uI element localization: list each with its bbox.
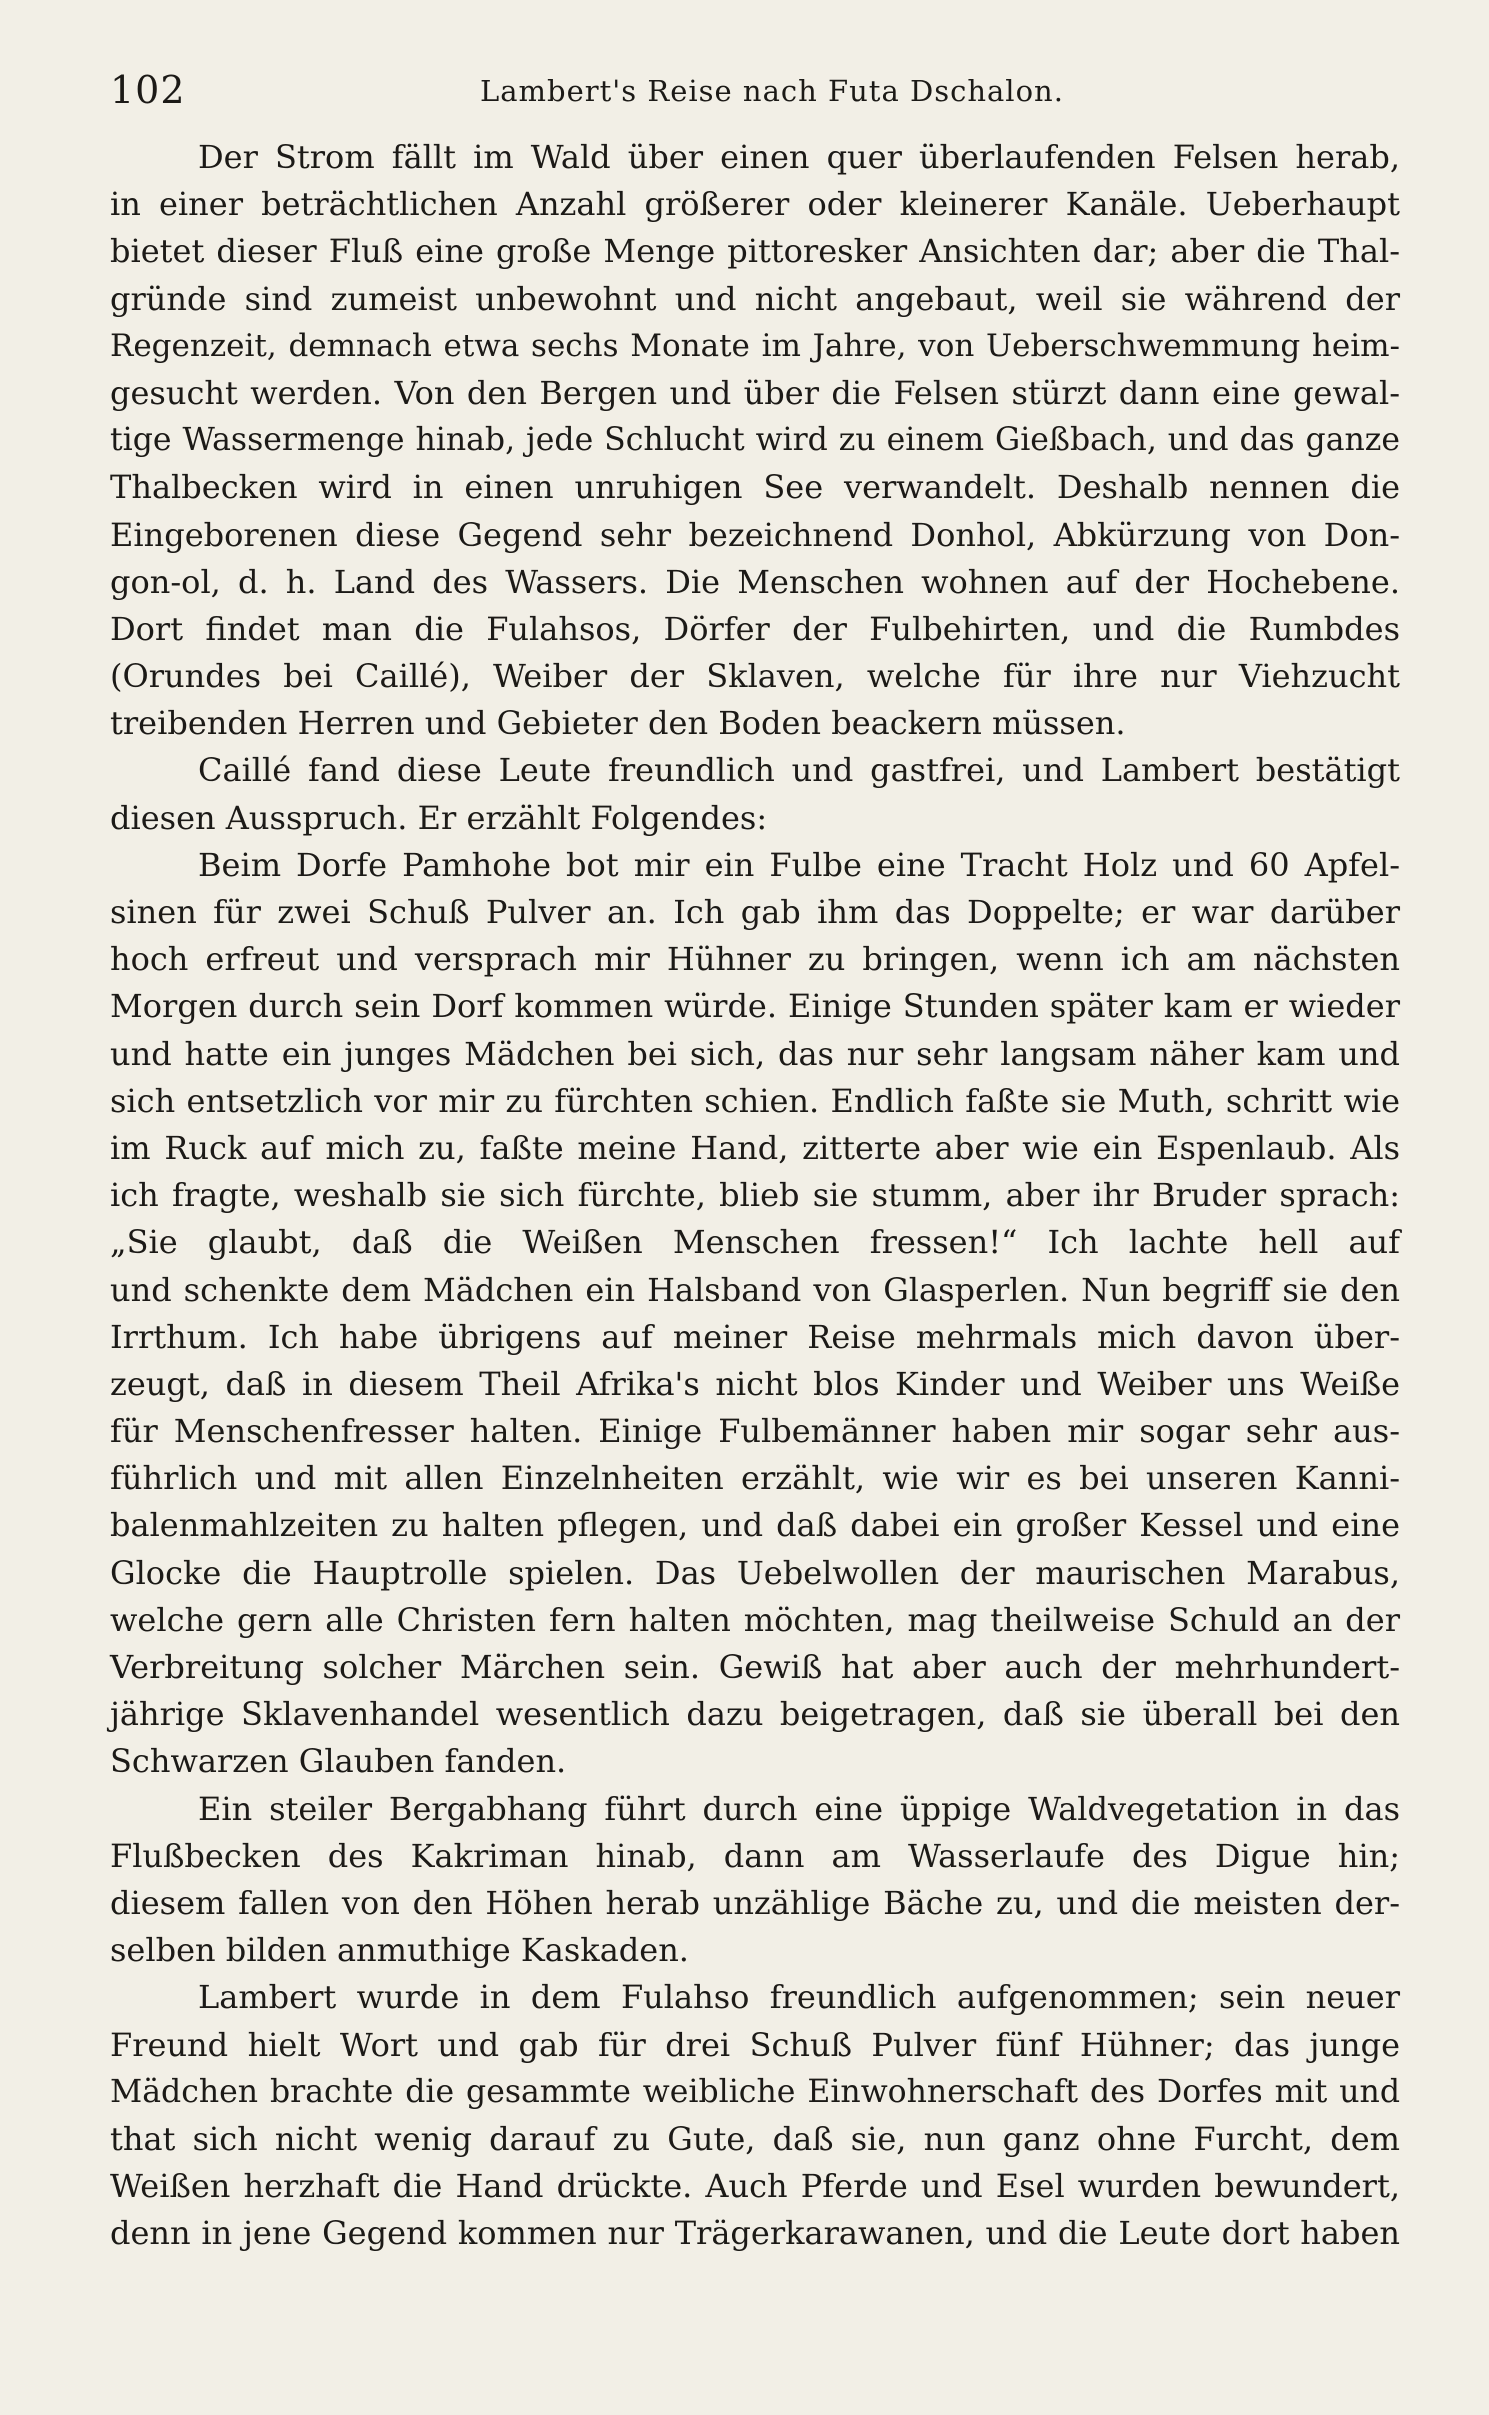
text-line: und hatte ein junges Mädchen bei sich, das nur sehr langsam näher kam und (110, 1034, 1400, 1073)
text-line: Thalbecken wird in einen unruhigen See verwandelt. Deshalb nennen die (110, 468, 1400, 507)
text-line: jährige Sklavenhandel wesentlich dazu beigetragen, daß sie überall bei den (110, 1695, 1400, 1734)
text-line: Morgen durch sein Dorf kommen würde. Einige Stunden später kam er wieder (110, 987, 1400, 1026)
text-line: gesucht werden. Von den Bergen und über die Felsen stürzt dann eine gewal- (110, 373, 1400, 412)
text-line: im Ruck auf mich zu, faßte meine Hand, zitterte aber wie ein Espenlaub. Als (110, 1128, 1400, 1167)
text-line: Der Strom fällt im Wald über einen quer überlaufenden Felsen herab, (198, 138, 1400, 176)
text-line: Lambert wurde in dem Fulahso freundlich aufgenommen; sein neuer (198, 1978, 1400, 2017)
text-line: und schenkte dem Mädchen ein Halsband von Glasperlen. Nun begriff sie den (110, 1270, 1400, 1309)
text-line: Beim Dorfe Pamhohe bot mir ein Fulbe eine Tracht Holz und 60 Apfel- (198, 845, 1400, 884)
text-line: diesem fallen von den Höhen herab unzählige Bäche zu, und die meisten der- (110, 1883, 1400, 1922)
text-line: für Menschenfresser halten. Einige Fulbemänner haben mir sogar sehr aus- (110, 1412, 1400, 1451)
text-line: treibenden Herren und Gebieter den Boden beackern müssen. (110, 704, 1126, 743)
text-line: hoch erfreut und versprach mir Hühner zu bringen, wenn ich am nächsten (110, 940, 1400, 979)
text-line: gon-ol, d. h. Land des Wassers. Die Menschen wohnen auf der Hochebene. (110, 562, 1400, 601)
running-title: Lambert's Reise nach Futa Dschalon. (480, 74, 1064, 108)
text-line: Freund hielt Wort und gab für drei Schuß Pulver fünf Hühner; das junge (110, 2025, 1400, 2064)
text-line: Caillé fand diese Leute freundlich und gastfrei, und Lambert bestätigt (198, 751, 1400, 790)
book-page (110, 60, 1400, 2257)
text-line: Ein steiler Bergabhang führt durch eine üppige Waldvegetation in das (198, 1789, 1400, 1828)
text-line: Mädchen brachte die gesammte weibliche Einwohnerschaft des Dorfes mit und (110, 2073, 1400, 2110)
text-line: Dort findet man die Fulahsos, Dörfer der Fulbehirten, und die Rumbdes (110, 609, 1400, 648)
text-line: Flußbecken des Kakriman hinab, dann am Wasserlaufe des Digue hin; (110, 1836, 1400, 1875)
text-line: Irrthum. Ich habe übrigens auf meiner Reise mehrmals mich davon über- (110, 1317, 1400, 1356)
text-line: Weißen herzhaft die Hand drückte. Auch Pferde und Esel wurden bewundert, (110, 2167, 1400, 2206)
text-line: „Sie glaubt, daß die Weißen Menschen fressen!“ Ich lachte hell auf (110, 1223, 1400, 1262)
text-line: tige Wassermenge hinab, jede Schlucht wird zu einem Gießbach, und das ganze (110, 422, 1400, 459)
text-line: welche gern alle Christen fern halten möchten, mag theilweise Schuld an der (110, 1600, 1400, 1639)
text-line: sich entsetzlich vor mir zu fürchten schien. Endlich faßte sie Muth, schritt wie (110, 1081, 1400, 1120)
text-line: selben bilden anmuthige Kaskaden. (110, 1931, 689, 1970)
text-line: diesen Ausspruch. Er erzählt Folgendes: (110, 798, 768, 837)
text-line: denn in jene Gegend kommen nur Trägerkarawanen, und die Leute dort haben (110, 2214, 1400, 2253)
text-line: gründe sind zumeist unbewohnt und nicht angebaut, weil sie während der (110, 279, 1400, 318)
text-line: führlich und mit allen Einzelnheiten erzählt, wie wir es bei unseren Kanni- (110, 1459, 1400, 1498)
page-number: 102 (110, 68, 186, 112)
text-line: zeugt, daß in diesem Theil Afrika's nicht blos Kinder und Weiber uns Weiße (110, 1364, 1400, 1403)
body-text (110, 134, 1400, 2257)
text-line: Verbreitung solcher Märchen sein. Gewiß hat aber auch der mehrhundert- (110, 1648, 1400, 1686)
text-line: that sich nicht wenig darauf zu Gute, daß sie, nun ganz ohne Furcht, dem (110, 2119, 1400, 2158)
text-line: Regenzeit, demnach etwa sechs Monate im Jahre, von Ueberschwemmung heim- (110, 327, 1400, 364)
text-line: ich fragte, weshalb sie sich fürchte, blieb sie stumm, aber ihr Bruder sprach: (110, 1176, 1400, 1215)
page-header (110, 60, 1400, 130)
text-line: in einer beträchtlichen Anzahl größerer oder kleinerer Kanäle. Ueberhaupt (110, 185, 1400, 224)
text-line: Schwarzen Glauben fanden. (110, 1742, 567, 1781)
text-line: Glocke die Hauptrolle spielen. Das Uebelwollen der maurischen Marabus, (110, 1553, 1400, 1592)
text-line: Eingeborenen diese Gegend sehr bezeichnend Donhol, Abkürzung von Don- (110, 515, 1400, 554)
text-line: bietet dieser Fluß eine große Menge pittoresker Ansichten dar; aber die Thal- (110, 232, 1400, 271)
text-line: (Orundes bei Caillé), Weiber der Sklaven, welche für ihre nur Viehzucht (110, 657, 1400, 696)
text-line: balenmahlzeiten zu halten pflegen, und daß dabei ein großer Kessel und eine (110, 1506, 1400, 1545)
text-line: sinen für zwei Schuß Pulver an. Ich gab ihm das Doppelte; er war darüber (110, 893, 1400, 931)
